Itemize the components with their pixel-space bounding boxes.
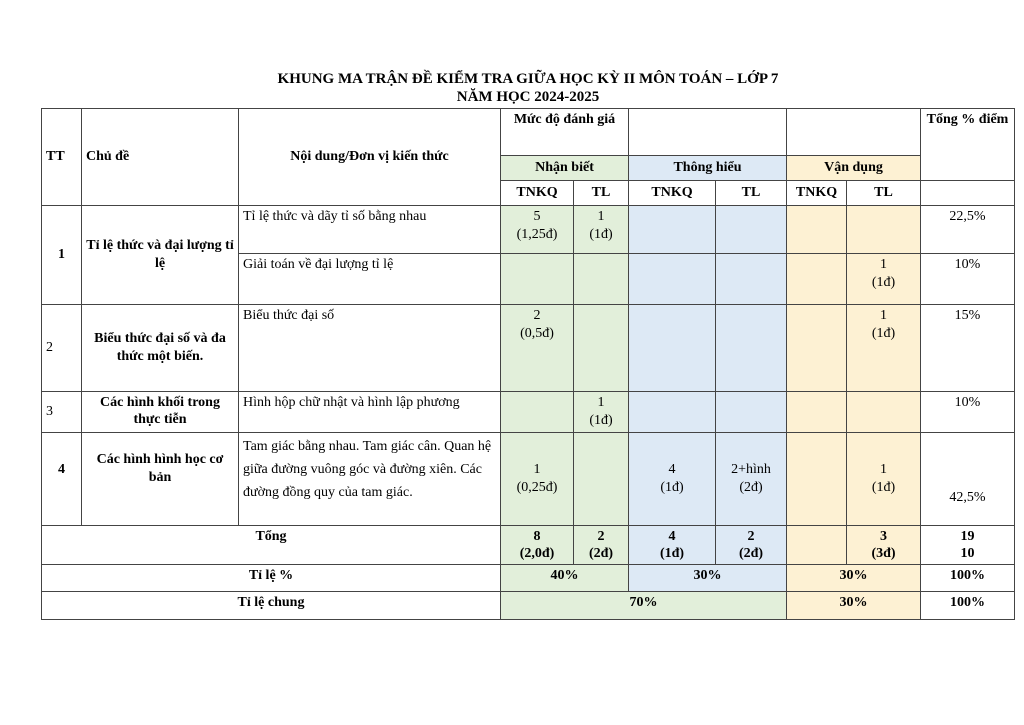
table-row <box>42 305 1015 392</box>
row4-vd-tl: 1 (1đ) <box>847 433 921 526</box>
row3-nb-tl: 1 (1đ) <box>574 392 629 433</box>
general-ratio-label: Tỉ lệ chung <box>42 592 501 620</box>
row1-th-tl <box>716 206 787 254</box>
header-empty-2 <box>787 109 921 156</box>
general-ratio-nb-th: 70% <box>501 592 787 620</box>
row1b-vd-tnkq <box>787 254 847 305</box>
total-label: Tổng <box>42 526 501 565</box>
row3-th-tl <box>716 392 787 433</box>
row1b-nb-tl <box>574 254 629 305</box>
row1b-vd-tl: 1 (1đ) <box>847 254 921 305</box>
matrix-table <box>41 108 1015 620</box>
row4-tt: 4 <box>42 433 82 526</box>
header-tong: Tổng % điểm <box>921 109 1015 181</box>
row2-vd-tl: 1 (1đ) <box>847 305 921 392</box>
row4-nb-tl <box>574 433 629 526</box>
general-ratio-row <box>42 592 1015 620</box>
row2-th-tl <box>716 305 787 392</box>
row1b-tong: 10% <box>921 254 1015 305</box>
row1b-th-tl <box>716 254 787 305</box>
header-muc-do: Mức độ đánh giá <box>501 109 629 156</box>
header-nb-tl: TL <box>574 181 629 206</box>
total-row <box>42 526 1015 565</box>
row4-th-tl: 2+hình (2đ) <box>716 433 787 526</box>
row1-chu-de: Tỉ lệ thức và đại lượng tỉ lệ <box>82 206 239 305</box>
header-vd-tnkq: TNKQ <box>787 181 847 206</box>
row1-vd-tnkq <box>787 206 847 254</box>
row1-vd-tl <box>847 206 921 254</box>
row4-tong: 42,5% <box>921 433 1015 526</box>
total-nb-tl: 2 (2đ) <box>574 526 629 565</box>
header-tong-empty <box>921 181 1015 206</box>
ratio-vd: 30% <box>787 565 921 592</box>
row2-noi-dung: Biểu thức đại số <box>239 305 501 392</box>
row1-noi-dung-1: Tỉ lệ thức và dãy tỉ số bằng nhau <box>239 206 501 254</box>
header-empty-1 <box>629 109 787 156</box>
ratio-tong: 100% <box>921 565 1015 592</box>
row2-chu-de: Biểu thức đại số và đa thức một biến. <box>82 305 239 392</box>
row1-tong: 22,5% <box>921 206 1015 254</box>
row3-vd-tl <box>847 392 921 433</box>
header-thong-hieu: Thông hiểu <box>629 156 787 181</box>
total-th-tl: 2 (2đ) <box>716 526 787 565</box>
ratio-row <box>42 565 1015 592</box>
title-line-2: NĂM HỌC 2024-2025 <box>456 89 600 105</box>
row4-chu-de: Các hình hình học cơ bản <box>82 433 239 526</box>
row1-noi-dung-2: Giải toán về đại lượng tỉ lệ <box>239 254 501 305</box>
table-row <box>42 433 1015 526</box>
document-title <box>0 70 1024 106</box>
header-noi-dung: Nội dung/Đơn vị kiến thức <box>239 109 501 206</box>
total-vd-tl: 3 (3đ) <box>847 526 921 565</box>
row4-nb-tnkq: 1 (0,25đ) <box>501 433 574 526</box>
row2-tong: 15% <box>921 305 1015 392</box>
row1-nb-tnkq: 5 (1,25đ) <box>501 206 574 254</box>
header-th-tl: TL <box>716 181 787 206</box>
row4-noi-dung: Tam giác bằng nhau. Tam giác cân. Quan hệ giữa đường vuông góc và đường xiên. Các đường đồng quy của tam giác. <box>239 433 501 526</box>
total-nb-tnkq: 8 (2,0đ) <box>501 526 574 565</box>
row2-th-tnkq <box>629 305 716 392</box>
total-vd-tnkq <box>787 526 847 565</box>
total-tong: 19 10 <box>921 526 1015 565</box>
row3-chu-de: Các hình khối trong thực tiễn <box>82 392 239 433</box>
header-van-dung: Vận dụng <box>787 156 921 181</box>
row3-th-tnkq <box>629 392 716 433</box>
row4-th-tnkq: 4 (1đ) <box>629 433 716 526</box>
general-ratio-vd: 30% <box>787 592 921 620</box>
title-line-1: KHUNG MA TRẬN ĐỀ KIỂM TRA GIỮA HỌC KỲ II MÔN TOÁN – LỚP 7 <box>277 71 779 87</box>
row1-tt: 1 <box>42 206 82 305</box>
header-nhan-biet: Nhận biết <box>501 156 629 181</box>
row3-tt: 3 <box>42 392 82 433</box>
row2-tt: 2 <box>42 305 82 392</box>
row2-vd-tnkq <box>787 305 847 392</box>
row3-noi-dung: Hình hộp chữ nhật và hình lập phương <box>239 392 501 433</box>
ratio-th: 30% <box>629 565 787 592</box>
row1-nb-tl: 1 (1đ) <box>574 206 629 254</box>
row2-nb-tl <box>574 305 629 392</box>
row3-tong: 10% <box>921 392 1015 433</box>
header-vd-tl: TL <box>847 181 921 206</box>
table-row <box>42 206 1015 254</box>
row3-vd-tnkq <box>787 392 847 433</box>
header-chu-de: Chủ đề <box>82 109 239 206</box>
row1b-th-tnkq <box>629 254 716 305</box>
row4-vd-tnkq <box>787 433 847 526</box>
header-th-tnkq: TNKQ <box>629 181 716 206</box>
header-nb-tnkq: TNKQ <box>501 181 574 206</box>
row1b-nb-tnkq <box>501 254 574 305</box>
row1-th-tnkq <box>629 206 716 254</box>
row2-nb-tnkq: 2 (0,5đ) <box>501 305 574 392</box>
ratio-nb: 40% <box>501 565 629 592</box>
header-row-1 <box>42 109 1015 156</box>
row3-nb-tnkq <box>501 392 574 433</box>
general-ratio-tong: 100% <box>921 592 1015 620</box>
header-tt: TT <box>42 109 82 206</box>
total-th-tnkq: 4 (1đ) <box>629 526 716 565</box>
ratio-label: Tỉ lệ % <box>42 565 501 592</box>
table-row <box>42 392 1015 433</box>
